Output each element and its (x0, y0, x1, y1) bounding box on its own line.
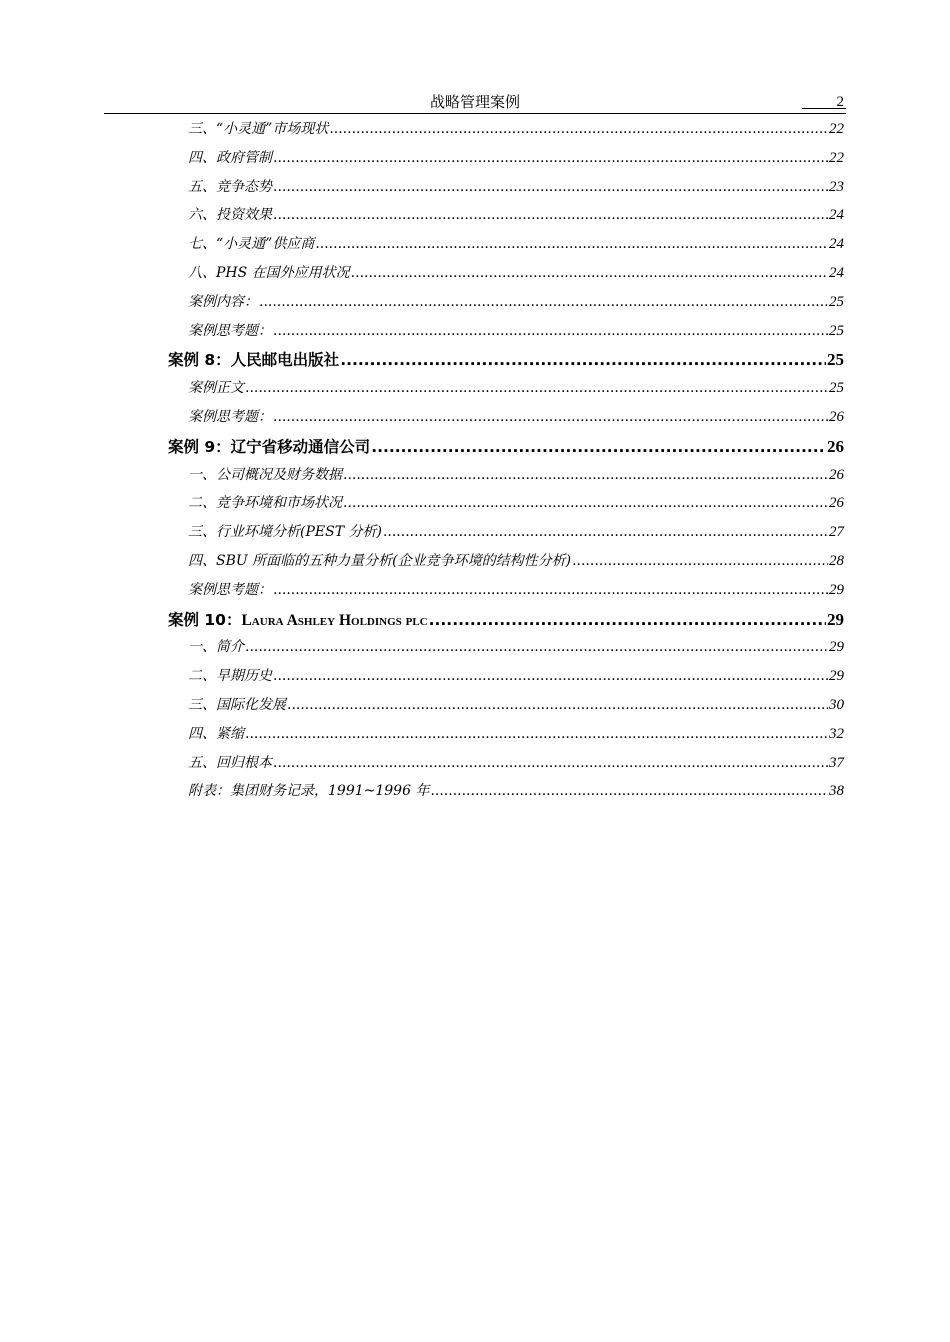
toc-dot-leader (273, 150, 828, 166)
toc-dot-leader (343, 495, 828, 511)
toc-page-number: 26 (829, 409, 844, 425)
toc-dot-leader (315, 236, 828, 252)
header-title: 战略管理案例 (429, 93, 520, 111)
toc-entry-label: 八、PHS 在国外应用状况 (188, 265, 350, 281)
toc-section-entry[interactable] (188, 780, 844, 808)
toc-dot-leader (273, 668, 828, 684)
toc-page-number: 26 (827, 436, 844, 456)
toc-dot-leader (429, 611, 826, 629)
toc-page-number: 25 (829, 380, 844, 397)
toc-entry-label: 五、回归根本 (188, 754, 272, 771)
toc-page-number: 29 (829, 581, 844, 598)
toc-page-number: 28 (829, 553, 844, 569)
toc-page-number: 22 (829, 121, 844, 137)
toc-dot-leader (273, 582, 828, 598)
toc-entry-label: 五、竞争态势 (188, 178, 272, 195)
toc-page-number: 26 (829, 495, 844, 512)
toc-page-number: 24 (829, 236, 844, 253)
toc-entry-label: 三、行业环境分析(PEST 分析) (188, 524, 382, 541)
toc-section-entry[interactable] (188, 291, 844, 319)
toc-chapter-entry[interactable] (168, 435, 844, 463)
toc-section-entry[interactable] (188, 147, 844, 175)
toc-page-number: 23 (829, 178, 844, 195)
toc-dot-leader (273, 409, 828, 425)
page-header (104, 92, 846, 114)
toc-section-entry[interactable] (188, 492, 844, 520)
toc-section-entry[interactable] (188, 118, 844, 146)
toc-dot-leader (351, 265, 828, 281)
toc-dot-leader (273, 179, 828, 195)
toc-section-entry[interactable] (188, 665, 844, 693)
header-page-number: 2 (836, 94, 844, 110)
toc-entry-label: 附表：集团财务记录，1991~1996 年 (188, 783, 430, 800)
toc-chapter-entry[interactable] (168, 348, 844, 376)
toc-page-number: 38 (829, 783, 844, 800)
toc-section-entry[interactable] (188, 377, 844, 405)
toc-entry-label-extra: Laura Ashley Holdings plc (241, 611, 428, 629)
toc-entry-label: 案例 10： (168, 610, 242, 629)
toc-page-number: 27 (829, 524, 844, 541)
toc-dot-leader (245, 639, 828, 655)
toc-entry-label: 二、早期历史 (188, 668, 272, 685)
toc-dot-leader (430, 783, 828, 799)
toc-page-number: 22 (829, 149, 844, 166)
toc-entry-label: 案例内容： (188, 293, 258, 310)
toc-entry-label: 一、简介 (188, 639, 244, 656)
toc-section-entry[interactable] (188, 204, 844, 232)
toc-page-number: 32 (829, 725, 844, 742)
toc-section-entry[interactable] (188, 464, 844, 492)
toc-section-entry[interactable] (188, 262, 844, 290)
toc-section-entry[interactable] (188, 694, 844, 722)
toc-entry-label: 案例思考题： (188, 581, 272, 598)
toc-entry-label: 三、国际化发展 (188, 697, 286, 713)
toc-section-entry[interactable] (188, 176, 844, 204)
toc-entry-label: 案例 8：人民邮电出版社 (168, 351, 340, 370)
toc-entry-label: 三、“小灵通”市场现状 (188, 121, 329, 137)
toc-page-number: 25 (829, 293, 844, 310)
toc-entry-label: 案例思考题： (188, 409, 272, 425)
toc-page-number: 26 (829, 466, 844, 483)
toc-dot-leader (383, 524, 828, 540)
toc-entry-label: 一、公司概况及财务数据 (188, 466, 342, 483)
toc-dot-leader (245, 380, 828, 396)
toc-entry-label: 案例 9：辽宁省移动通信公司 (168, 437, 371, 456)
toc-dot-leader (287, 697, 828, 713)
toc-page-number: 24 (829, 265, 844, 281)
toc-entry-label: 七、“小灵通”供应商 (188, 236, 315, 253)
toc-page-number: 29 (829, 639, 844, 656)
toc-section-entry[interactable] (188, 320, 844, 348)
toc-section-entry[interactable] (188, 521, 844, 549)
header-page-underline (802, 108, 846, 109)
toc-page-number: 24 (829, 207, 844, 224)
toc-dot-leader (572, 553, 828, 569)
toc-page-number: 29 (829, 668, 844, 685)
toc-dot-leader (273, 323, 828, 339)
toc-page-number: 25 (829, 322, 844, 339)
toc-entry-label: 案例正文 (188, 380, 244, 397)
toc-page-number: 25 (827, 350, 844, 370)
toc-section-entry[interactable] (188, 723, 844, 751)
toc-entry-label: 四、SBU 所面临的五种力量分析(企业竞争环境的结构性分析) (188, 553, 572, 569)
toc-page-number: 37 (829, 754, 844, 771)
toc-dot-leader (371, 438, 826, 456)
toc-section-entry[interactable] (188, 550, 844, 578)
toc-section-entry[interactable] (188, 579, 844, 607)
toc-entry-label: 四、紧缩 (188, 725, 244, 742)
toc-dot-leader (259, 294, 828, 310)
toc-dot-leader (329, 121, 828, 137)
toc-dot-leader (273, 755, 828, 771)
toc-entry-label: 二、竞争环境和市场状况 (188, 495, 342, 512)
toc-section-entry[interactable] (188, 752, 844, 780)
toc-dot-leader (273, 207, 828, 223)
toc-dot-leader (340, 351, 826, 369)
toc-section-entry[interactable] (188, 636, 844, 664)
toc-dot-leader (245, 726, 828, 742)
toc-entry-label: 六、投资效果 (188, 207, 272, 224)
toc-entry-label: 四、政府管制 (188, 149, 272, 166)
toc-entry-label: 案例思考题： (188, 322, 272, 339)
toc-page-number: 29 (827, 609, 844, 629)
toc-section-entry[interactable] (188, 233, 844, 261)
toc-dot-leader (343, 467, 828, 483)
toc-page-number: 30 (829, 697, 844, 713)
toc-section-entry[interactable] (188, 406, 844, 434)
toc-chapter-entry[interactable] (168, 608, 844, 636)
